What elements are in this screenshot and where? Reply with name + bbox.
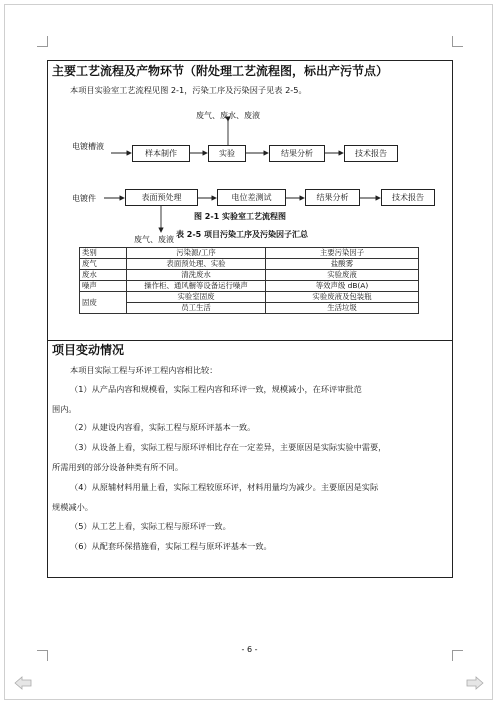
change-item: （6）从配套环保措施看，实际工程与原环评基本一致。 xyxy=(70,541,272,551)
table-row xyxy=(80,270,419,281)
table-cell: 表面预处理、实验 xyxy=(127,259,266,270)
table-cell: 固废 xyxy=(80,292,127,314)
table-row xyxy=(80,303,419,314)
change-item: （4）从原辅材料用量上看，实际工程较原环评，材料用量均为减少。主要原因是实际 xyxy=(70,482,379,492)
flow-step-potential-test: 电位差测试 xyxy=(217,189,286,206)
table-cell: 废气 xyxy=(80,259,127,270)
table-cell: 实验室固废 xyxy=(127,292,266,303)
flow-step-sample: 样本制作 xyxy=(132,145,190,162)
page-number: - 6 - xyxy=(241,645,258,654)
section-title-changes: 项目变动情况 xyxy=(52,343,125,357)
change-item: （1）从产品内容和规模看，实际工程内容和环评一致，规模减小，在环评审批范 xyxy=(70,384,362,394)
flow-step-pretreatment: 表面预处理 xyxy=(125,189,198,206)
table-cell: 清洗废水 xyxy=(127,270,266,281)
intro-paragraph: 本项目实验室工艺流程见图 2-1，污染工序及污染因子见表 2-5。 xyxy=(70,85,307,95)
table-row xyxy=(80,292,419,303)
emission-label-top: 废气、废水、废液 xyxy=(196,111,260,120)
previous-page-icon[interactable] xyxy=(14,676,32,690)
table-row xyxy=(80,281,419,292)
table-cell: 等效声级 dB(A) xyxy=(266,281,419,292)
figure-caption: 图 2-1 实验室工艺流程图 xyxy=(194,212,287,221)
change-item: （3）从设备上看，实际工程与原环评相比存在一定差异，主要原因是实际实验中需要， xyxy=(70,442,387,452)
emission-label-bottom: 废气、废液 xyxy=(134,235,174,244)
table-row xyxy=(80,259,419,270)
table-cell: 实验废液 xyxy=(266,270,419,281)
table-cell: 员工生活 xyxy=(127,303,266,314)
table-cell: 实验废液及包装瓶 xyxy=(266,292,419,303)
pollution-table xyxy=(79,247,419,314)
table-cell: 操作柜、通风橱等设备运行噪声 xyxy=(127,281,266,292)
table-header-cell: 类别 xyxy=(80,248,127,259)
table-cell: 噪声 xyxy=(80,281,127,292)
table-cell: 生活垃圾 xyxy=(266,303,419,314)
flow-step-report-2: 技术报告 xyxy=(381,189,435,206)
change-item: 围内。 xyxy=(52,404,77,414)
table-cell: 盐酸雾 xyxy=(266,259,419,270)
table-cell: 废水 xyxy=(80,270,127,281)
section-title-process: 主要工艺流程及产物环节（附处理工艺流程图，标出产污节点） xyxy=(52,64,389,78)
flow-step-report: 技术报告 xyxy=(344,145,398,162)
flow-step-analysis-2: 结果分析 xyxy=(305,189,360,206)
table-header-cell: 主要污染因子 xyxy=(266,248,419,259)
change-item: 规模减小。 xyxy=(52,502,93,512)
table-header-row xyxy=(80,248,419,259)
flow-source-1: 电镀槽液 xyxy=(72,142,104,151)
flow-step-experiment: 实验 xyxy=(208,145,246,162)
table-caption: 表 2-5 项目污染工序及污染因子汇总 xyxy=(176,230,309,239)
change-item: （2）从建设内容看，实际工程与原环评基本一致。 xyxy=(70,422,256,432)
flow-source-2: 电镀件 xyxy=(72,194,96,203)
flow-step-analysis: 结果分析 xyxy=(269,145,325,162)
next-page-icon[interactable] xyxy=(466,676,484,690)
change-item: （5）从工艺上看，实际工程与原环评一致。 xyxy=(70,521,231,531)
change-intro: 本项目实际工程与环评工程内容相比较： xyxy=(70,365,218,375)
table-header-cell: 污染源/工序 xyxy=(127,248,266,259)
change-item: 所需用到的部分设备种类有所不同。 xyxy=(52,462,184,472)
